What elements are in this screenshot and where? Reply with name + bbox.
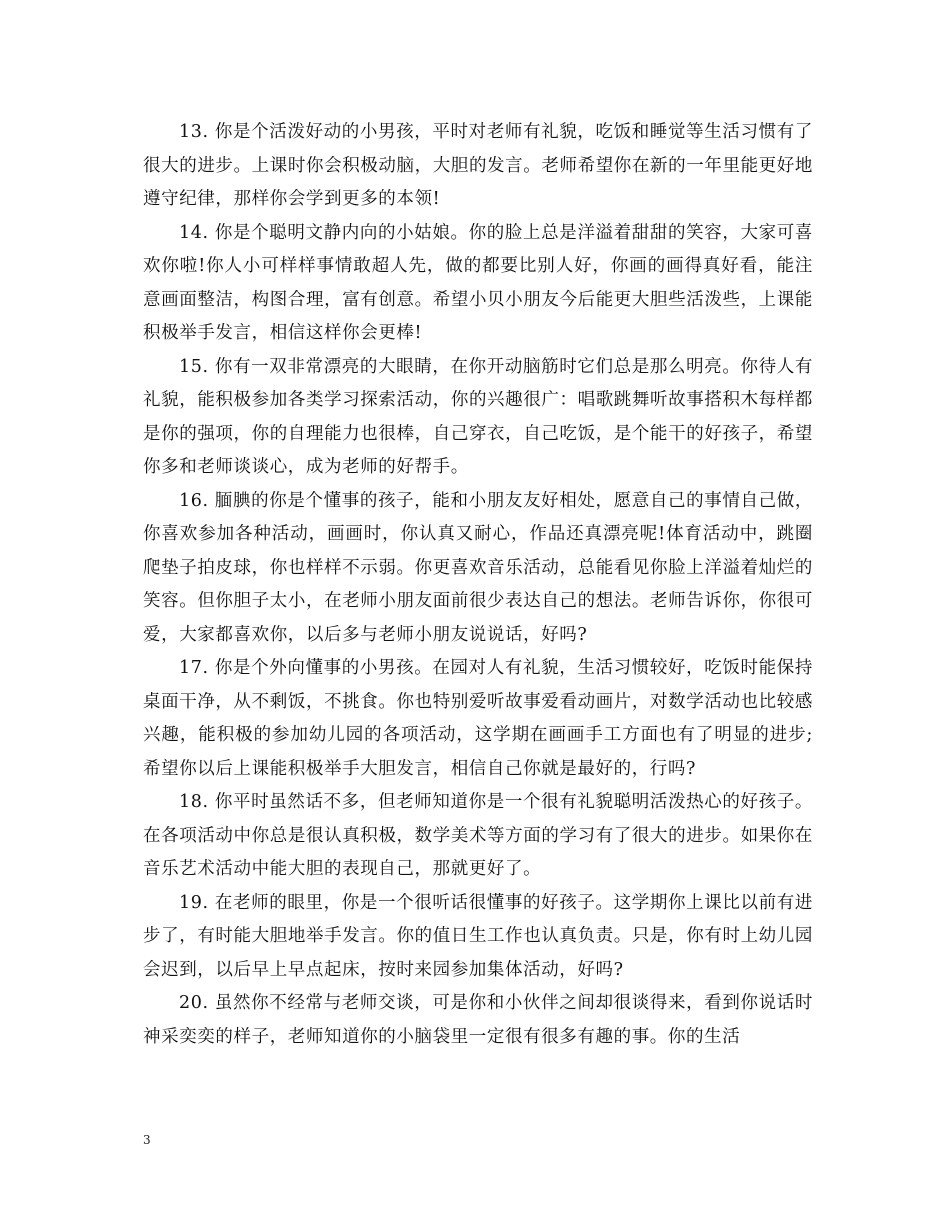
paragraph-16: 16. 腼腆的你是个懂事的孩子，能和小朋友友好相处，愿意自己的事情自己做，你喜欢参加各种活动，画画时，你认真又耐心，作品还真漂亮呢!体育活动中，跳圈爬垫子拍皮球，你也样样不示弱。你更喜欢音乐活动，总能看见你脸上洋溢着灿烂的笑容。但你胆子太小，在老师小朋友面前很少表达自己的想法。老师告诉你，你很可爱，大家都喜欢你，以后多与老师小朋友说说话，好吗?	[143, 490, 813, 645]
document-body	[143, 116, 813, 1054]
paragraph-15: 15. 你有一双非常漂亮的大眼睛，在你开动脑筋时它们总是那么明亮。你待人有礼貌，能积极参加各类学习探索活动，你的兴趣很广：唱歌跳舞听故事搭积木每样都是你的强项，你的自理能力也很棒，自己穿衣，自己吃饭，是个能干的好孩子，希望你多和老师谈谈心，成为老师的好帮手。	[143, 356, 813, 477]
page-number: 3	[143, 1133, 151, 1147]
paragraph-20: 20. 虽然你不经常与老师交谈，可是你和小伙伴之间却很谈得来，看到你说话时神采奕奕的样子，老师知道你的小脑袋里一定很有很多有趣的事。你的生活	[143, 993, 813, 1047]
paragraph-14: 14. 你是个聪明文静内向的小姑娘。你的脸上总是洋溢着甜甜的笑容，大家可喜欢你啦!你人小可样样事情敢超人先，做的都要比别人好，你画的画得真好看，能注意画面整洁，构图合理，富有创意。希望小贝小朋友今后能更大胆些活泼些，上课能积极举手发言，相信这样你会更棒!	[143, 222, 813, 343]
paragraph-17: 17. 你是个外向懂事的小男孩。在园对人有礼貌，生活习惯较好，吃饭时能保持桌面干净，从不剩饭，不挑食。你也特别爱听故事爱看动画片，对数学活动也比较感兴趣，能积极的参加幼儿园的各项活动，这学期在画画手工方面也有了明显的进步;希望你以后上课能积极举手大胆发言，相信自己你就是最好的，行吗?	[143, 658, 813, 779]
paragraph-18: 18. 你平时虽然话不多，但老师知道你是一个很有礼貌聪明活泼热心的好孩子。在各项活动中你总是很认真积极，数学美术等方面的学习有了很大的进步。如果你在音乐艺术活动中能大胆的表现自己，那就更好了。	[143, 792, 813, 879]
paragraph-13: 13. 你是个活泼好动的小男孩，平时对老师有礼貌，吃饭和睡觉等生活习惯有了很大的进步。上课时你会积极动脑，大胆的发言。老师希望你在新的一年里能更好地遵守纪律，那样你会学到更多的本领!	[143, 122, 813, 209]
paragraph-19: 19. 在老师的眼里，你是一个很听话很懂事的好孩子。这学期你上课比以前有进步了，有时能大胆地举手发言。你的值日生工作也认真负责。只是，你有时上幼儿园会迟到，以后早上早点起床，按时来园参加集体活动，好吗?	[143, 892, 813, 980]
